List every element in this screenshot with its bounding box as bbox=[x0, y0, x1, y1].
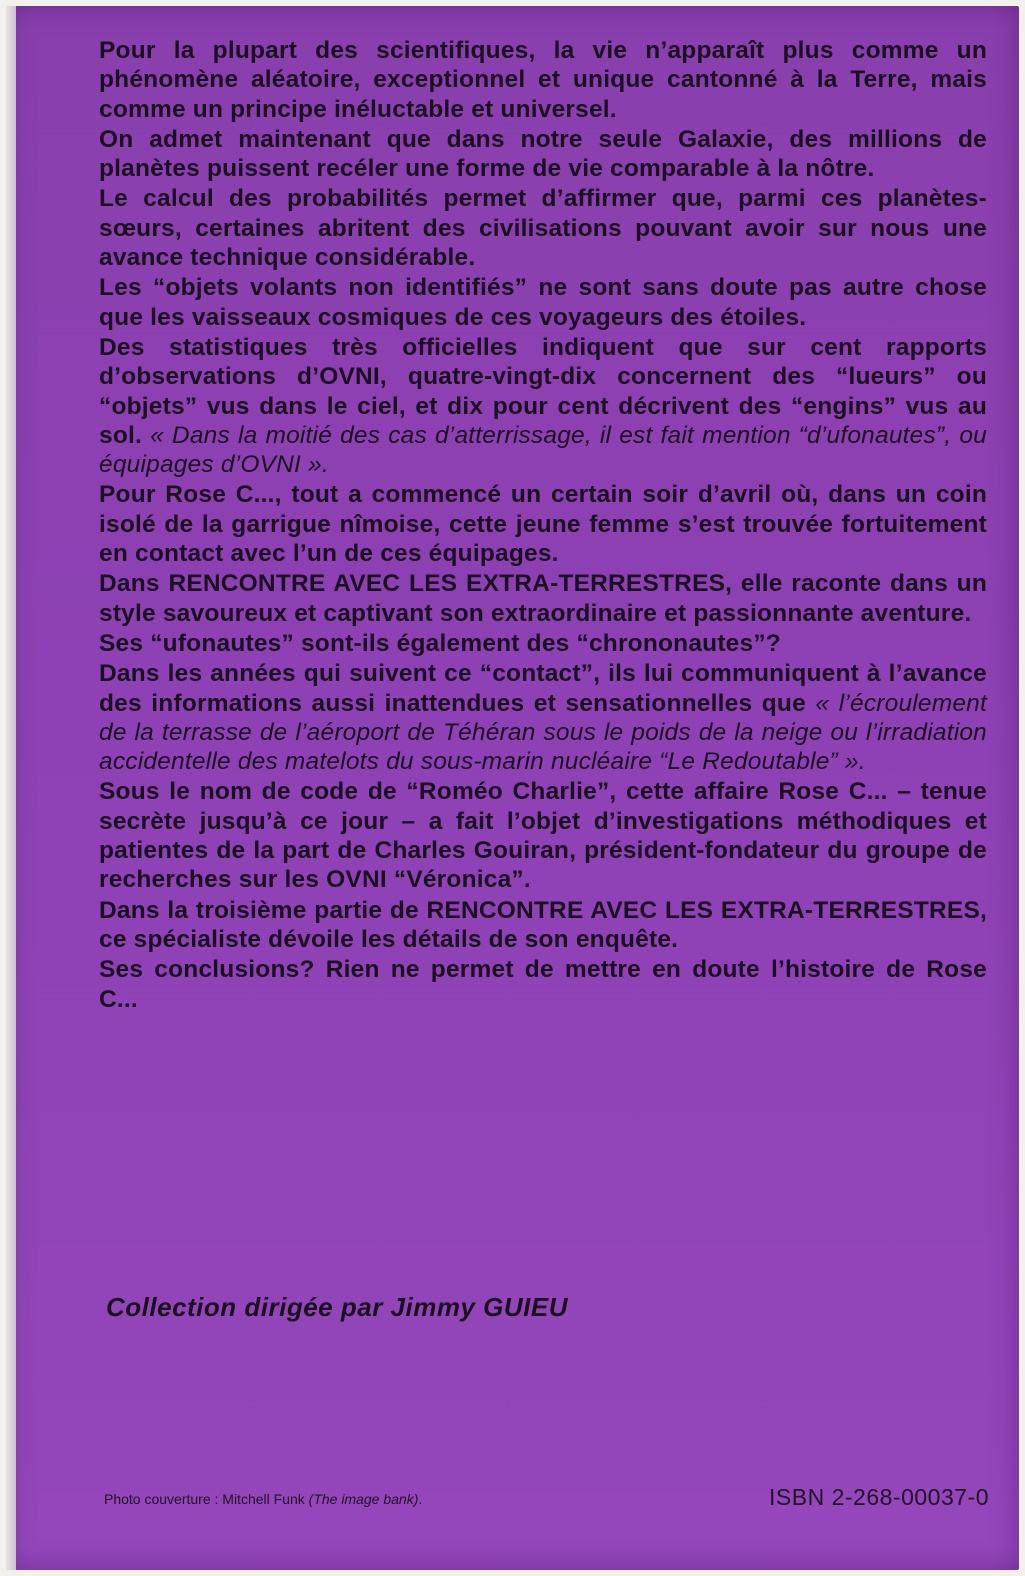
collection-line: Collection dirigée par Jimmy GUIEU bbox=[106, 1292, 568, 1322]
blurb-paragraph bbox=[99, 184, 987, 272]
paragraph-text: Les “objets volants non identifiés” ne sont sans doute pas autre chose que les vaisseaux cosmiques de ces voyageurs des étoiles. bbox=[99, 274, 987, 331]
blurb-paragraph bbox=[99, 896, 987, 955]
paragraph-text: On admet maintenant que dans notre seule Galaxie, des millions de planètes puissent recéler une forme de vie comparable à la nôtre. bbox=[99, 125, 987, 183]
photo-credit bbox=[104, 1491, 422, 1507]
italic-quote: « l’écroulement de la terrasse de l’aéroport de Téhéran sous le poids de la neige ou l’irradiation accidentelle des matelots du sous-marin nucléaire “Le Redoutable” ». bbox=[99, 689, 988, 776]
blurb-paragraph bbox=[99, 777, 987, 894]
page-edge bbox=[6, 6, 16, 1570]
blurb-paragraph bbox=[99, 36, 987, 124]
paragraph-text: Le calcul des probabilités permet d’affirmer que, parmi ces planètes-sœurs, certaines abritent des civilisations pouvant avoir sur nous une avance technique considérable. bbox=[99, 185, 987, 272]
blurb-paragraph bbox=[99, 659, 987, 776]
italic-quote: « Dans la moitié des cas d’atterrissage, il est fait mention “d’ufonautes”, ou équipages d’OVNI ». bbox=[99, 421, 987, 479]
blurb-paragraph bbox=[99, 333, 987, 479]
paragraph-text: Dans les années qui suivent ce “contact”, ils lui communiquent à l’avance des informations aussi inattendues et sensationnelles que bbox=[99, 660, 987, 717]
paragraph-text: Des statistiques très officielles indiquent que sur cent rapports d’observations d’OVNI, quatre-vingt-dix concernent des “lueurs” ou “objets” vus dans le ciel, et dix pour cent décrivent des “engins” vus au sol. bbox=[99, 333, 987, 449]
credit-source: (The image bank) bbox=[308, 1491, 419, 1507]
blurb-paragraph bbox=[99, 955, 987, 1014]
paragraph-text: Ses conclusions? Rien ne permet de mettre en doute l’histoire de Rose C... bbox=[99, 956, 987, 1013]
paragraph-text: Sous le nom de code de “Roméo Charlie”, cette affaire Rose C... – tenue secrète jusqu’à ce jour – a fait l’objet d’investigations méthodiques et patientes de la part de Charles Gouiran, président-fondateur du groupe de recherches sur les OVNI “Véronica”. bbox=[99, 778, 987, 894]
credit-text: Photo couverture : Mitchell Funk bbox=[104, 1491, 305, 1507]
blurb-paragraph bbox=[99, 480, 987, 568]
blurb-paragraph bbox=[99, 629, 987, 658]
blurb-paragraph bbox=[99, 273, 987, 332]
isbn: ISBN 2-268-00037-0 bbox=[769, 1484, 989, 1510]
blurb-paragraph bbox=[99, 125, 987, 184]
credit-end: . bbox=[418, 1491, 423, 1507]
paragraph-text: Dans RENCONTRE AVEC LES EXTRA-TERRESTRES, elle raconte dans un style savoureux et captivant son extraordinaire et passionnante aventure. bbox=[99, 570, 987, 627]
blurb-text bbox=[99, 36, 987, 1015]
paragraph-text: Pour la plupart des scientifiques, la vie n’apparaît plus comme un phénomène aléatoire, exceptionnel et unique cantonné à la Terre, mais comme un principe inéluctable et universel. bbox=[99, 37, 987, 123]
paragraph-text: Ses “ufonautes” sont-ils également des “chrononautes”? bbox=[99, 629, 781, 657]
blurb-paragraph bbox=[99, 569, 987, 628]
paragraph-text: Dans la troisième partie de RENCONTRE AVEC LES EXTRA-TERRESTRES, ce spécialiste dévoile les détails de son enquête. bbox=[99, 896, 987, 953]
paragraph-text: Pour Rose C..., tout a commencé un certain soir d’avril où, dans un coin isolé de la garrigue nîmoise, cette jeune femme s’est trouvée fortuitement en contact avec l’un de ces équipages. bbox=[99, 481, 987, 568]
